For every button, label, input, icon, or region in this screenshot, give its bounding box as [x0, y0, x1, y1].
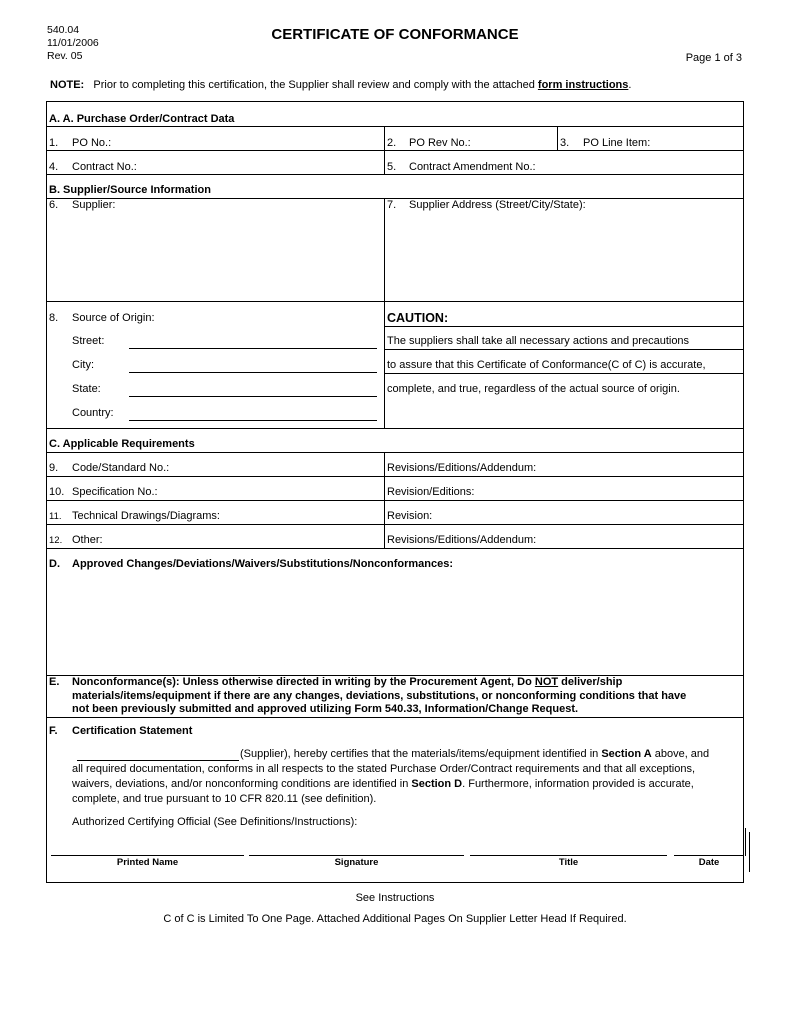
field-number: 11. [49, 511, 62, 522]
statement-text: (Supplier), hereby certifies that the materials/items/equipment identified in [240, 748, 602, 760]
code-standard-field[interactable]: Code/Standard No.: [72, 462, 170, 474]
page-number: Page 1 of 3 [685, 52, 742, 64]
statement-text: all required documentation, conforms in all respects to the stated Purchase Order/Contract requirements and that all exceptions, [72, 763, 696, 775]
row-divider [47, 500, 743, 501]
note [50, 79, 631, 91]
row-divider [47, 717, 743, 718]
field-number: 7. [387, 199, 397, 211]
printed-name-input[interactable] [51, 855, 244, 856]
code-revisions-field[interactable]: Revisions/Editions/Addendum: [387, 462, 537, 474]
margin-mark [749, 832, 750, 872]
statement-text: waivers, deviations, and/or nonconforming conditions are identified in [72, 778, 412, 790]
title-label: Title [558, 857, 579, 868]
statement-text: above, and [651, 748, 710, 760]
city-input[interactable] [129, 372, 377, 373]
form-instructions-link[interactable]: form instructions [537, 79, 629, 91]
statement-text: . Furthermore, information provided is accurate, [462, 778, 694, 790]
field-number: 4. [49, 161, 59, 173]
caution-underline [385, 373, 744, 374]
state-input[interactable] [129, 396, 377, 397]
field-number: 10. [49, 486, 65, 498]
street-input[interactable] [129, 348, 377, 349]
field-number: 8. [49, 312, 59, 324]
section-e-text: materials/items/equipment if there are any changes, deviations, substitutions, or nonconforming conditions that have [72, 689, 687, 702]
contract-number-field[interactable]: Contract No.: [72, 161, 137, 173]
caution-title: CAUTION: [387, 311, 449, 325]
state-label: State: [72, 383, 101, 395]
other-revisions-field[interactable]: Revisions/Editions/Addendum: [387, 534, 537, 546]
col-divider [557, 126, 558, 150]
section-f-letter: F. [49, 725, 58, 737]
specification-field[interactable]: Specification No.: [72, 486, 158, 498]
section-e-text: Nonconformance(s): Unless otherwise directed in writing by the Procurement Agent, Do [72, 676, 535, 688]
caution-underline [385, 326, 744, 327]
section-e-not: NOT [534, 676, 559, 688]
row-divider [47, 126, 743, 127]
nonconformance-statement [72, 676, 736, 717]
section-e-text: deliver/ship [558, 676, 623, 688]
city-label: City: [72, 359, 94, 371]
signature-label: Signature [334, 857, 379, 868]
note-text: Prior to completing this certification, the Supplier shall review and comply with the attached [93, 79, 535, 91]
certification-statement [72, 747, 736, 807]
country-input[interactable] [129, 420, 377, 421]
row-divider [47, 548, 743, 549]
street-label: Street: [72, 335, 105, 347]
section-d-heading: Approved Changes/Deviations/Waivers/Substitutions/Nonconformances: [72, 558, 453, 570]
form-number: 540.04 [47, 24, 80, 36]
other-field[interactable]: Other: [72, 534, 103, 546]
col-divider [384, 126, 385, 174]
country-label: Country: [72, 407, 114, 419]
po-line-item-field[interactable]: PO Line Item: [583, 137, 651, 149]
form-date: 11/01/2006 [47, 37, 99, 49]
field-number: 6. [49, 199, 59, 211]
page-limit-note: C of C is Limited To One Page. Attached Additional Pages On Supplier Letter Head If Required. [163, 913, 627, 925]
contract-amendment-field[interactable]: Contract Amendment No.: [409, 161, 536, 173]
row-divider [47, 174, 743, 175]
source-of-origin-label: Source of Origin: [72, 312, 155, 324]
supplier-field[interactable]: Supplier: [72, 199, 116, 211]
section-b-heading: B. Supplier/Source Information [49, 184, 211, 196]
specification-revisions-field[interactable]: Revision/Editions: [387, 486, 475, 498]
drawings-revision-field[interactable]: Revision: [387, 510, 433, 522]
field-number: 2. [387, 137, 397, 149]
row-divider [47, 301, 743, 302]
approved-changes-area[interactable] [72, 576, 736, 671]
field-number: 1. [49, 137, 59, 149]
supplier-address-field[interactable]: Supplier Address (Street/City/State): [409, 199, 586, 211]
see-instructions: See Instructions [355, 892, 435, 904]
technical-drawings-field[interactable]: Technical Drawings/Diagrams: [72, 510, 220, 522]
section-a-heading: A. A. Purchase Order/Contract Data [49, 113, 235, 125]
section-e-letter: E. [49, 676, 60, 688]
signature-input[interactable] [249, 855, 464, 856]
section-c-heading: C. Applicable Requirements [49, 438, 195, 450]
row-divider [47, 476, 743, 477]
row-divider [47, 452, 743, 453]
po-number-field[interactable]: PO No.: [72, 137, 112, 149]
po-rev-field[interactable]: PO Rev No.: [409, 137, 471, 149]
caution-underline [385, 349, 744, 350]
date-input[interactable] [674, 855, 744, 856]
caution-line-1: The suppliers shall take all necessary actions and precautions [387, 335, 690, 347]
statement-text: complete, and true pursuant to 10 CFR 820.11 (see definition). [72, 793, 377, 805]
page-title: CERTIFICATE OF CONFORMANCE [271, 26, 519, 43]
section-f-heading: Certification Statement [72, 725, 193, 737]
statement-bold: Section D [411, 778, 463, 790]
row-divider [47, 428, 743, 429]
note-label: NOTE: [50, 79, 85, 91]
field-number: 5. [387, 161, 397, 173]
col-divider [384, 198, 385, 428]
authorized-official-label: Authorized Certifying Official (See Definitions/Instructions): [72, 816, 358, 828]
field-number: 3. [560, 137, 570, 149]
row-divider [47, 524, 743, 525]
date-label: Date [698, 857, 720, 868]
note-end: . [628, 79, 632, 91]
caution-line-3: complete, and true, regardless of the actual source of origin. [387, 383, 680, 395]
certificate-form [46, 101, 744, 883]
printed-name-label: Printed Name [116, 857, 179, 868]
form-revision: Rev. 05 [47, 50, 83, 62]
section-d-letter: D. [49, 558, 60, 570]
section-e-text: not been previously submitted and approved utilizing Form 540.33, Information/Change Request. [72, 703, 579, 715]
title-input[interactable] [470, 855, 667, 856]
field-number: 12. [49, 535, 63, 546]
statement-bold: Section A [601, 748, 652, 760]
row-divider [47, 150, 743, 151]
caution-line-2: to assure that this Certificate of Conformance(C of C) is accurate, [387, 359, 706, 371]
margin-mark [745, 828, 746, 856]
col-divider [384, 452, 385, 548]
field-number: 9. [49, 462, 59, 474]
